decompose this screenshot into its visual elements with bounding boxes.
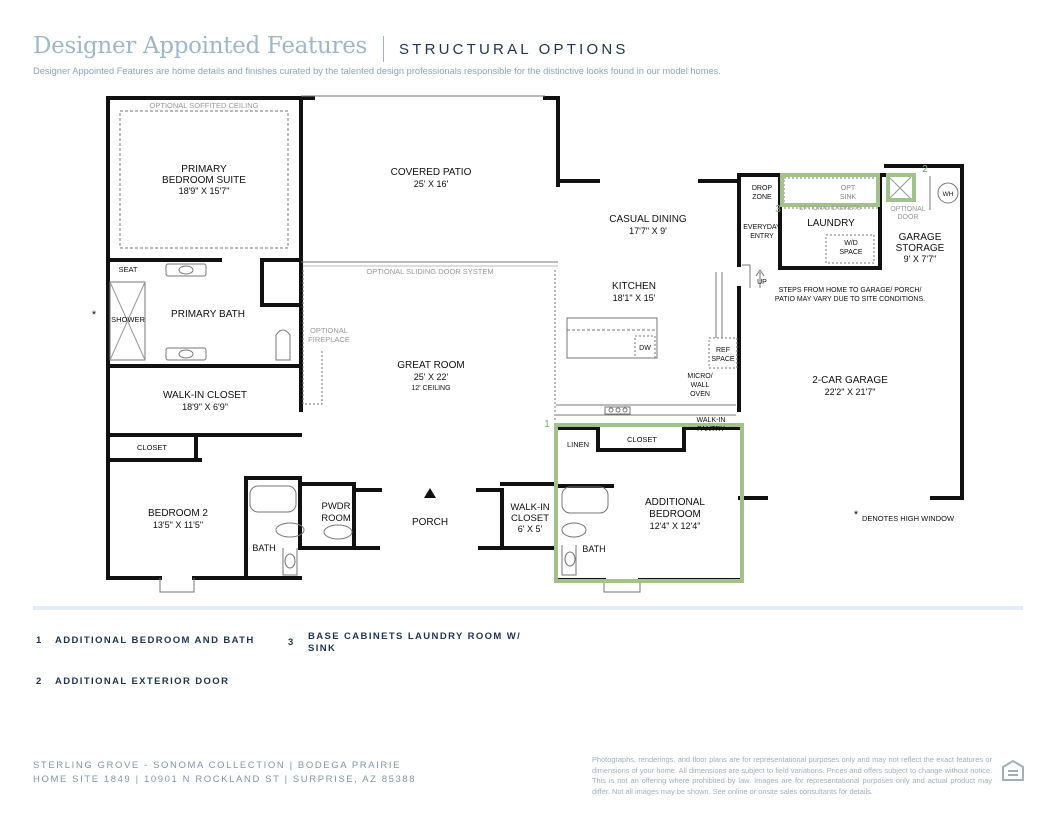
- great-room-ceiling: 12' CEILING: [411, 385, 451, 392]
- everyday-entry-label: EVERYDAY: [743, 224, 781, 231]
- page-subtitle: STRUCTURAL OPTIONS: [399, 41, 629, 58]
- closet-label: CLOSET: [136, 443, 168, 452]
- optional-door-label: OPTIONAL: [890, 206, 926, 213]
- additional-bedroom-dim: 12'4" X 12'4": [649, 521, 701, 531]
- kitchen-dim: 18'1" X 15': [612, 293, 656, 303]
- opt-sink-label: OPT: [840, 185, 856, 192]
- legal-disclaimer: Photographs, renderings, and floor plans are for representational purposes only and may not reflect the exact features or dimensions of your home. All dimensions are subject to field variations. Prices and offers subject to change without notice. This is not an offering where prohibited by law. Images are for representational purposes only and actual product may differ. Not all images may be shown. See online or onsite sales consultants for details.: [592, 755, 992, 796]
- page-title: Designer Appointed Features: [33, 33, 368, 59]
- micro-oven-label: MICRO/: [687, 373, 713, 380]
- steps-note-2: PATIO MAY VARY DUE TO SITE CONDITIONS.: [774, 296, 926, 303]
- high-window-star: *: [853, 509, 859, 521]
- option-3-number: 3: [288, 637, 294, 648]
- soffit-label: OPTIONAL SOFFITED CEILING: [149, 101, 259, 110]
- ref-space-label-2: SPACE: [711, 356, 735, 363]
- additional-bedroom-label: ADDITIONAL: [644, 497, 706, 508]
- primary-suite-label-2: BEDROOM SUITE: [162, 175, 246, 186]
- callout-1: 1: [544, 419, 550, 430]
- bath-label: BATH: [252, 543, 276, 553]
- steps-note: STEPS FROM HOME TO GARAGE/ PORCH/: [778, 287, 922, 294]
- porch-label: PORCH: [411, 517, 449, 528]
- great-room-label: GREAT ROOM: [397, 360, 465, 371]
- garage-storage-label: GARAGE: [898, 232, 942, 243]
- dishwasher-label: DW: [639, 345, 651, 352]
- community-line: STERLING GROVE - SONOMA COLLECTION | BODEGA PRAIRIE: [33, 760, 402, 771]
- option-3-label-2: SINK: [308, 643, 337, 654]
- option-1-label: ADDITIONAL BEDROOM AND BATH: [55, 635, 255, 646]
- primary-suite-label: PRIMARY: [181, 164, 227, 175]
- drop-zone-label-2: ZONE: [752, 194, 772, 201]
- bedroom2-label: BEDROOM 2: [147, 508, 209, 519]
- address-line: HOME SITE 1849 | 10901 N ROCKLAND ST | SURPRISE, AZ 85388: [33, 774, 417, 785]
- garage-storage-label-2: STORAGE: [895, 243, 945, 254]
- pantry-label-2: PANTRY: [697, 426, 725, 433]
- kitchen-label: KITCHEN: [612, 281, 656, 292]
- bath2-label: BATH: [582, 544, 606, 554]
- laundry-label: LAUNDRY: [807, 218, 855, 229]
- intro-text: Designer Appointed Features are home details and finishes curated by the talented design professionals responsible for the distinctive looks found in our model homes.: [33, 66, 721, 76]
- primary-bath-label: PRIMARY BATH: [171, 309, 245, 320]
- callout-3: 3: [775, 204, 781, 215]
- option-3-highlight: [782, 175, 878, 205]
- walkin-closet-label: WALK-IN CLOSET: [162, 390, 248, 401]
- fireplace-label-2: FIREPLACE: [308, 335, 350, 344]
- option-3-label: BASE CABINETS LAUNDRY ROOM W/: [308, 631, 522, 642]
- ref-space-label: REF: [716, 347, 730, 354]
- garage-label: 2-CAR GARAGE: [812, 375, 888, 386]
- fireplace-label: OPTIONAL: [310, 326, 348, 335]
- option-2-number: 2: [36, 676, 42, 687]
- walkin-closet-small-label: WALK-IN: [510, 502, 550, 513]
- water-heater-label: WH: [942, 191, 954, 198]
- casual-dining-dim: 17'7" X 9': [629, 226, 667, 236]
- walkin-closet-small-dim: 6' X 5': [517, 524, 543, 534]
- bedroom2-dim: 13'5" X 11'5": [152, 520, 204, 530]
- additional-bedroom-label-2: BEDROOM: [649, 509, 701, 520]
- up-label: UP: [757, 279, 767, 286]
- option-2-label: ADDITIONAL EXTERIOR DOOR: [55, 676, 230, 687]
- casual-dining-label: CASUAL DINING: [609, 214, 687, 225]
- closet2-label: CLOSET: [626, 435, 658, 444]
- optional-cabinets-label: OPTIONAL CABINETS: [799, 206, 861, 212]
- everyday-entry-label-2: ENTRY: [750, 233, 774, 240]
- high-window-note: DENOTES HIGH WINDOW: [861, 514, 955, 523]
- garage-dim: 22'2" X 21'7": [824, 387, 876, 397]
- shower-label: SHOWER: [111, 315, 145, 324]
- shower-high-window-star: *: [91, 309, 97, 321]
- covered-patio-label: COVERED PATIO: [390, 167, 472, 178]
- garage-storage-dim: 9' X 7'7": [903, 254, 937, 264]
- section-divider: [33, 606, 1023, 610]
- seat-label: SEAT: [118, 265, 138, 274]
- opt-sink-label-2: SINK: [839, 194, 857, 201]
- great-room-dim: 25' X 22': [413, 372, 449, 382]
- walkin-closet-dim: 18'9" X 6'9": [182, 402, 228, 412]
- optional-door-label-2: DOOR: [897, 214, 919, 221]
- sliding-door-label: OPTIONAL SLIDING DOOR SYSTEM: [366, 267, 494, 276]
- option-1-number: 1: [36, 635, 42, 646]
- covered-patio-dim: 25' X 16': [413, 179, 449, 189]
- powder-room-label: PWDR: [321, 501, 351, 512]
- linen-label: LINEN: [566, 440, 590, 449]
- callout-2: 2: [922, 164, 928, 175]
- equal-housing-opportunity-icon: [1000, 758, 1026, 784]
- micro-oven-label-3: OVEN: [690, 391, 710, 398]
- walkin-closet-small-label-2: CLOSET: [510, 513, 550, 524]
- micro-oven-label-2: WALL: [690, 382, 710, 389]
- wd-space-label-2: SPACE: [839, 249, 863, 256]
- entry-arrow-icon: [424, 488, 436, 498]
- primary-suite-dim: 18'9" X 15'7": [178, 186, 230, 196]
- pantry-label: WALK-IN: [696, 417, 726, 424]
- powder-room-label-2: ROOM: [321, 513, 351, 524]
- drop-zone-label: DROP: [751, 185, 773, 192]
- wd-space-label: W/D: [844, 240, 858, 247]
